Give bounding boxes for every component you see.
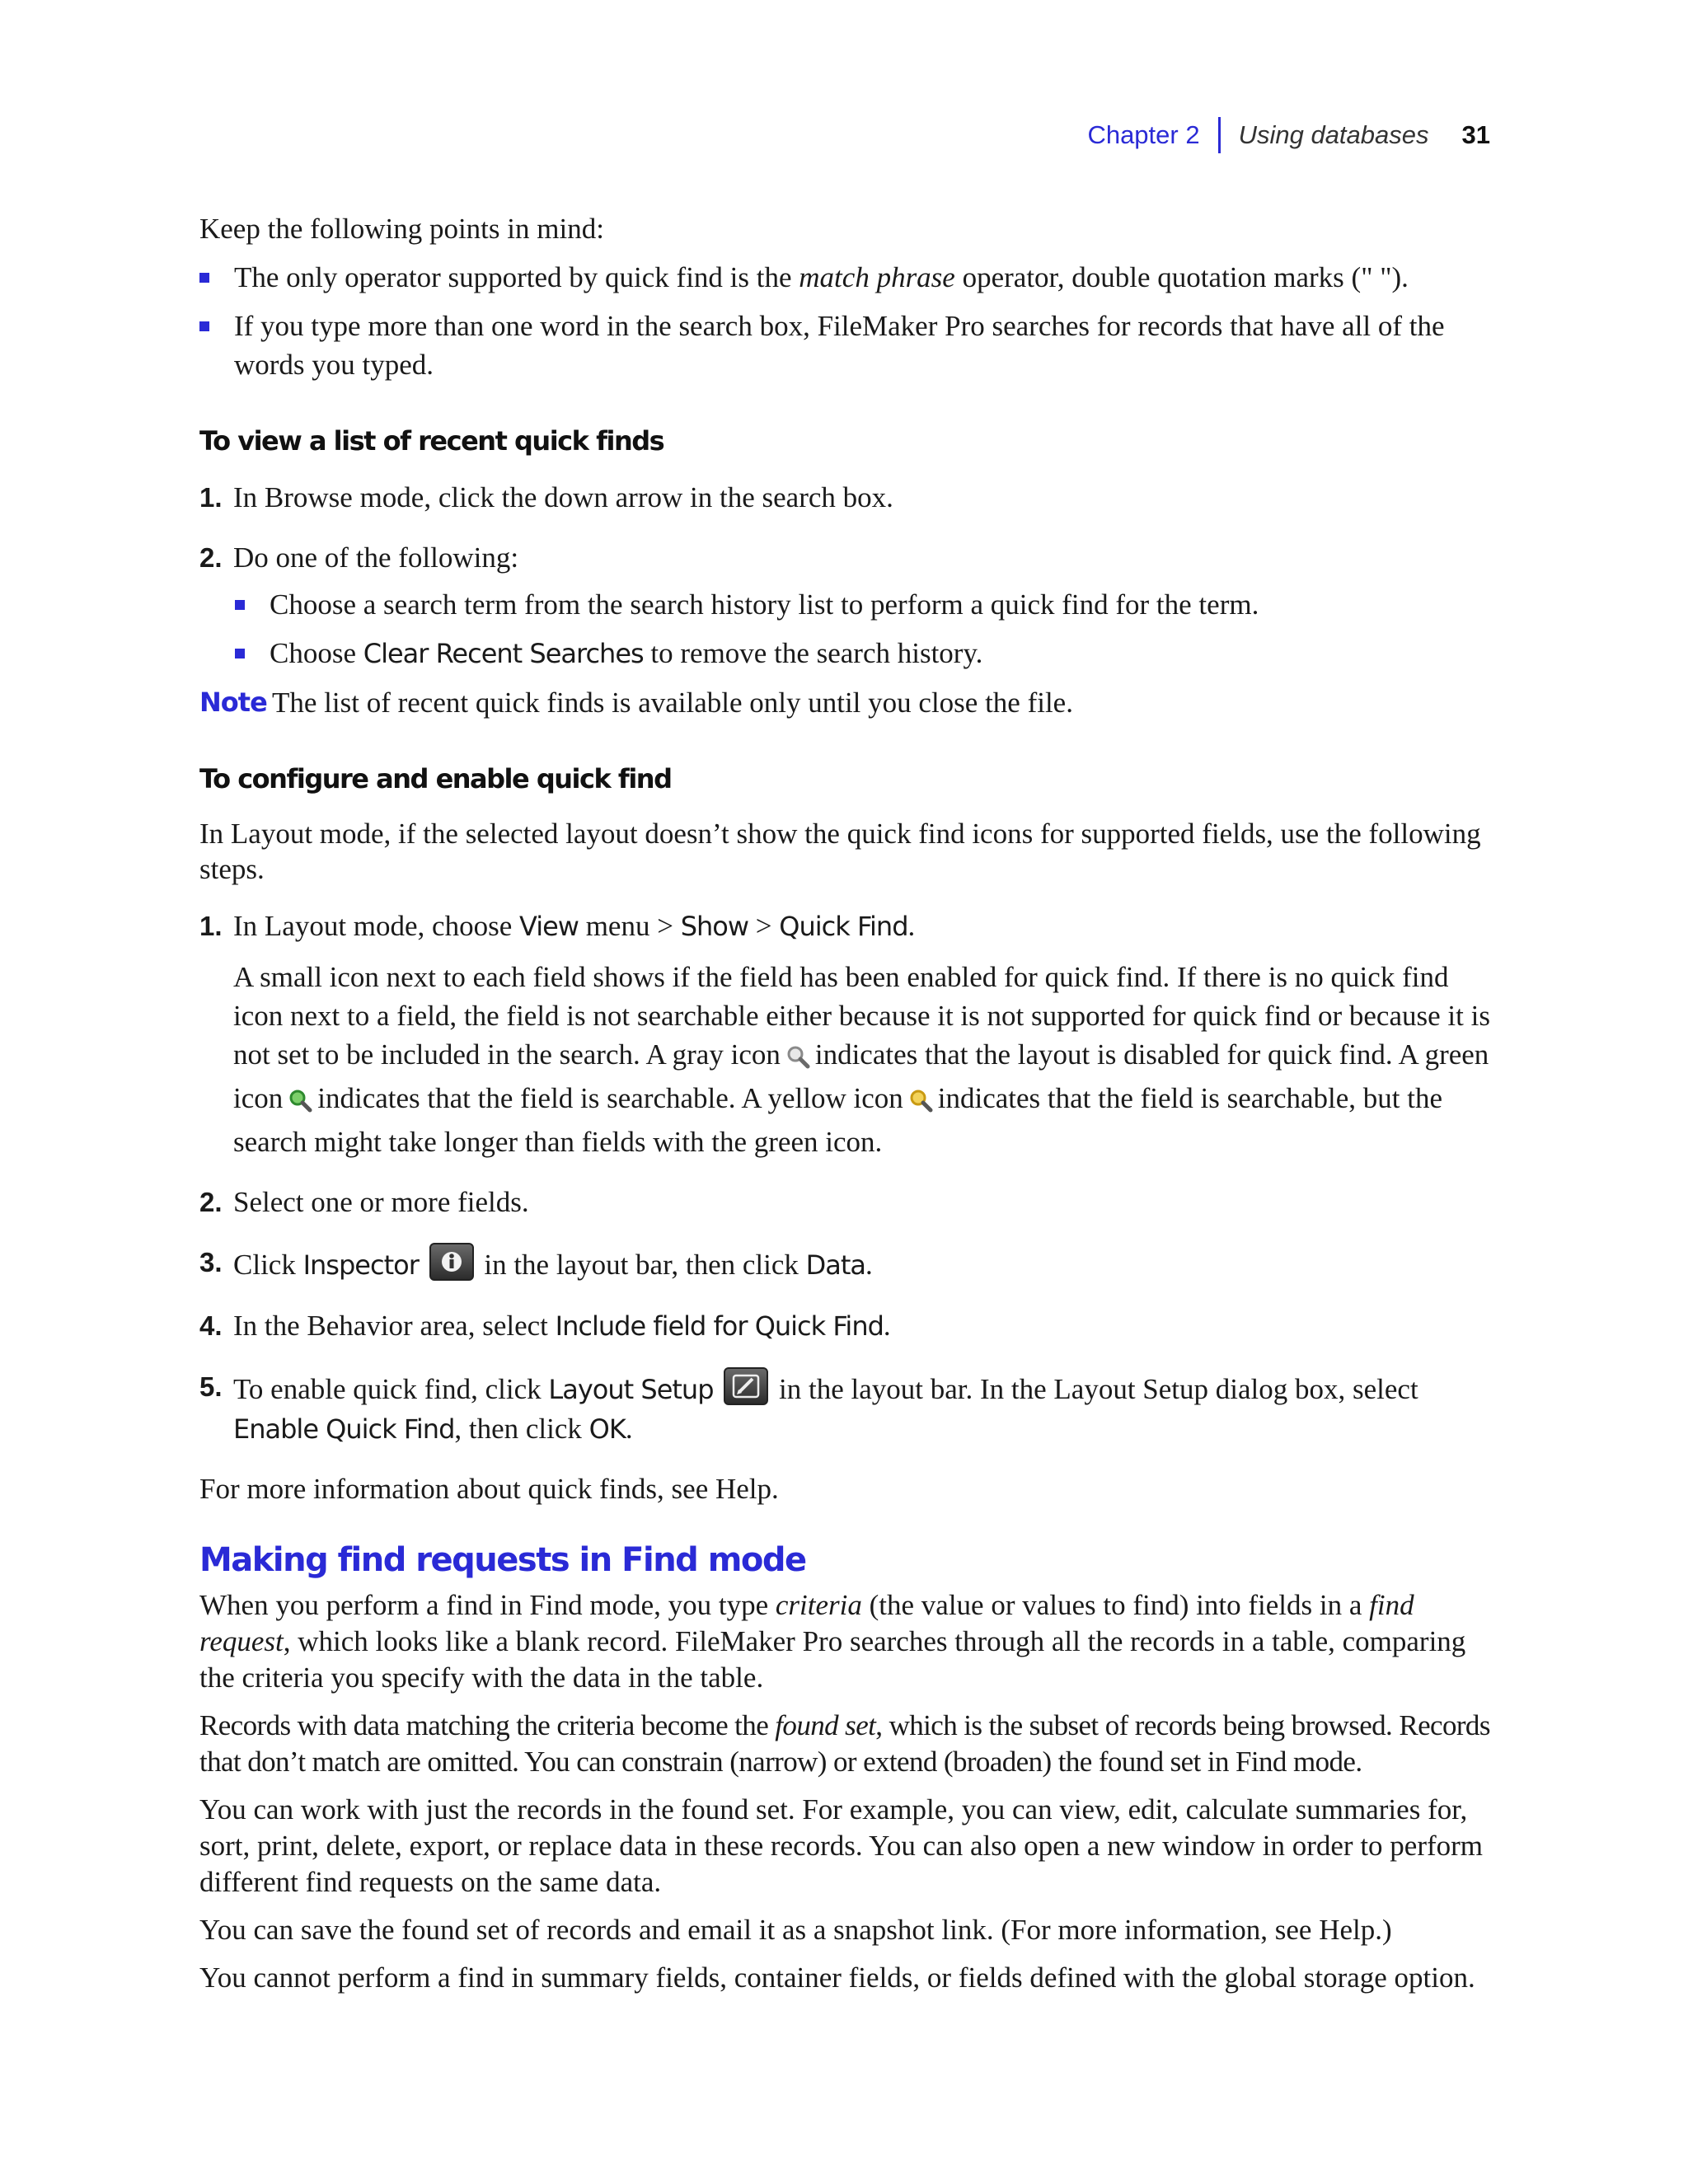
list-item	[199, 258, 1493, 297]
text: , then click	[454, 1413, 589, 1445]
step-number: 2.	[199, 1187, 223, 1217]
step-number: 5.	[199, 1371, 223, 1402]
chapter-title: Using databases	[1238, 120, 1429, 149]
text: Click	[233, 1249, 303, 1281]
step-text: Select one or more fields.	[233, 1186, 529, 1218]
text: In the Behavior area, select	[233, 1310, 556, 1342]
step	[199, 478, 1493, 517]
text: in the layout bar, then click	[476, 1249, 806, 1281]
findmode-section	[199, 1587, 1493, 1996]
paragraph: In Layout mode, if the selected layout doesn’t show the quick find icons for supported fields, use the following steps.	[199, 818, 1481, 885]
page-header	[1087, 115, 1490, 155]
ui-term: Clear Recent Searches	[363, 638, 644, 669]
text: A small icon next to each field shows if the field has been enabled for quick find. If there is no quick find icon next to a field, the field is not searchable either because it is not supported for quick find or because it is not set to be included in the search. A gray icon	[233, 961, 1490, 1071]
ui-term: Data	[805, 1249, 866, 1281]
intro-bullets	[199, 258, 1493, 384]
paragraph: You can save the found set of records and email it as a snapshot link. (For more information, see Help.)	[199, 1914, 1392, 1946]
text: indicates that the layout is disabled for quick find. A green icon	[233, 1038, 1489, 1114]
step-text: Do one of the following:	[233, 541, 519, 574]
text: , which is the subset of records being browsed. Records that don’t match are omitted. You can constrain (narrow) or extend (broaden) the found set in Find mode.	[199, 1709, 1490, 1778]
step-number: 1.	[199, 911, 223, 941]
bullet-marker	[235, 649, 245, 658]
emphasis: match phrase	[799, 261, 955, 293]
step-number: 3.	[199, 1247, 223, 1277]
header-divider	[1218, 117, 1221, 153]
note	[199, 683, 1493, 722]
bullet-marker	[199, 321, 209, 331]
paragraph	[199, 1587, 1493, 1696]
intro-lead: Keep the following points in mind:	[199, 213, 604, 245]
text: If you type more than one word in the search box, FileMaker Pro searches for records that have all of the words you typed.	[234, 310, 1445, 381]
text: To enable quick find, click	[233, 1373, 549, 1405]
text: .	[625, 1413, 633, 1445]
text: operator, double quotation marks (" ").	[954, 261, 1409, 293]
procedure-heading: To configure and enable quick find	[199, 763, 672, 794]
page-body	[199, 210, 1493, 2008]
page-number: 31	[1461, 120, 1490, 149]
text: Choose a search term from the search history list to perform a quick find for the term.	[270, 588, 1259, 621]
list-item	[199, 307, 1493, 384]
ui-term: OK	[588, 1413, 626, 1445]
sub-bullets	[199, 585, 1493, 673]
list-item	[235, 634, 1493, 673]
text: to remove the search history.	[643, 637, 983, 669]
chapter-label: Chapter 2	[1087, 120, 1200, 149]
step-detail	[199, 958, 1493, 1161]
paragraph: For more information about quick finds, see Help.	[199, 1473, 779, 1505]
note-text: The list of recent quick finds is available only until you close the file.	[272, 687, 1073, 719]
text: >	[748, 910, 780, 942]
magnifier-green-icon	[288, 1084, 312, 1122]
emphasis: found set	[775, 1709, 876, 1741]
step-number: 1.	[199, 482, 223, 513]
step	[199, 1306, 1493, 1346]
bullet-marker	[235, 600, 245, 610]
ui-term: Quick Find	[779, 911, 908, 942]
list-item	[235, 585, 1493, 624]
step	[199, 1243, 1493, 1285]
text: When you perform a find in Find mode, you type	[199, 1589, 776, 1621]
paragraph	[199, 1708, 1493, 1780]
text: Choose	[270, 637, 363, 669]
ui-term: Include field for Quick Find	[555, 1310, 884, 1342]
ui-term: Enable Quick Find	[233, 1413, 455, 1445]
text: The only operator supported by quick find is the	[234, 261, 799, 293]
text: in the layout bar. In the Layout Setup dialog box, select	[779, 1373, 1418, 1405]
layout-setup-button	[724, 1367, 768, 1405]
text: .	[883, 1310, 891, 1342]
text: In Layout mode, choose	[233, 910, 519, 942]
text: indicates that the field is searchable. A yellow icon	[317, 1082, 903, 1114]
paragraph: You can work with just the records in the found set. For example, you can view, edit, calculate summaries for, sort, print, delete, export, or replace data in these records. You can also open a new window in order to perform different find requests on the same data.	[199, 1793, 1484, 1898]
step	[199, 538, 1493, 577]
text: Records with data matching the criteria become the	[199, 1709, 776, 1741]
text: indicates that the field is searchable, but the search might take longer than fields with the green icon.	[233, 1082, 1443, 1158]
step	[199, 907, 1493, 946]
text: , which looks like a blank record. FileMaker Pro searches through all the records in a table, comparing the criteria you specify with the data in the table.	[199, 1625, 1466, 1694]
text: (the value or values to find) into fields in a	[861, 1589, 1370, 1621]
inspector-button	[429, 1243, 474, 1281]
text: .	[907, 910, 916, 942]
bullet-marker	[199, 273, 209, 283]
paragraph: You cannot perform a find in summary fields, container fields, or fields defined with the global storage option.	[199, 1961, 1475, 1994]
emphasis: find request	[199, 1589, 1414, 1657]
ui-term: Layout Setup	[548, 1374, 714, 1405]
ui-term: Inspector	[302, 1249, 419, 1281]
ui-term: Show	[680, 911, 749, 942]
step	[199, 1367, 1493, 1449]
step-number: 4.	[199, 1310, 223, 1341]
emphasis: criteria	[775, 1589, 862, 1621]
section-heading: Making find requests in Find mode	[199, 1541, 806, 1579]
magnifier-gray-icon	[785, 1040, 810, 1079]
step-text: In Browse mode, click the down arrow in the search box.	[233, 481, 893, 513]
ui-term: View	[519, 911, 579, 942]
note-label: Note	[199, 687, 267, 718]
procedure-heading: To view a list of recent quick finds	[199, 425, 664, 457]
magnifier-yellow-icon	[908, 1084, 933, 1122]
step	[199, 1183, 1493, 1221]
step-number: 2.	[199, 542, 223, 573]
text: .	[865, 1249, 873, 1281]
text: menu >	[578, 910, 681, 942]
